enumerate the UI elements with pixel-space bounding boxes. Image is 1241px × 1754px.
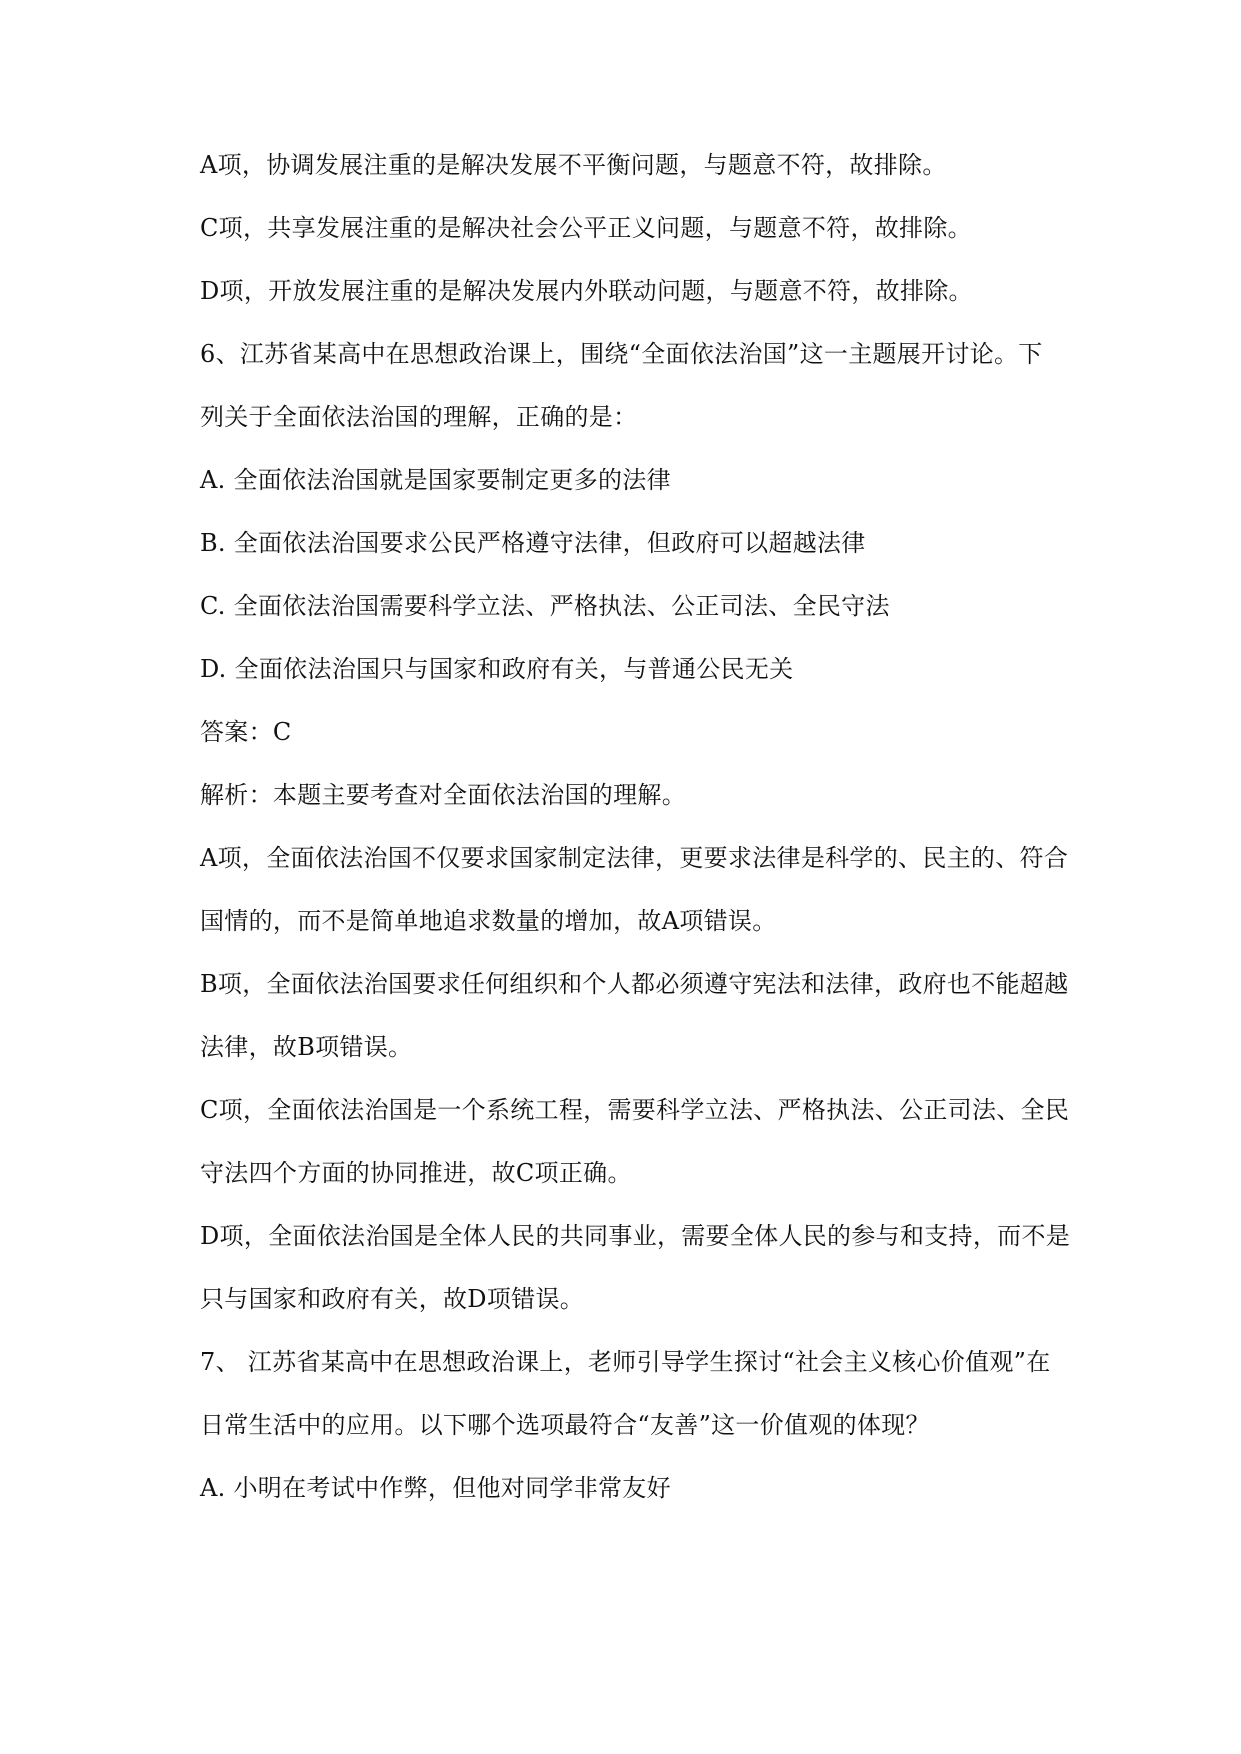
question-6-answer: 答案：C: [200, 718, 292, 746]
question-7-option-a: A. 小明在考试中作弊，但他对同学非常友好: [200, 1474, 671, 1502]
analysis-c: C项，全面依法治国是一个系统工程，需要科学立法、严格执法、公正司法、全民: [200, 1096, 1070, 1124]
analysis-b-continued: 法律，故B项错误。: [200, 1033, 413, 1061]
question-6-analysis: 解析：本题主要考查对全面依法治国的理解。: [200, 781, 686, 809]
question-7-stem: 7、 江苏省某高中在思想政治课上，老师引导学生探讨“社会主义核心价值观”在: [200, 1348, 1051, 1376]
analysis-d: D项，全面依法治国是全体人民的共同事业，需要全体人民的参与和支持，而不是: [200, 1222, 1071, 1250]
text-line-a-coordinated: A项，协调发展注重的是解决发展不平衡问题，与题意不符，故排除。: [200, 151, 947, 179]
analysis-b: B项，全面依法治国要求任何组织和个人都必须遵守宪法和法律，政府也不能超越: [200, 970, 1069, 998]
analysis-a-continued: 国情的，而不是简单地追求数量的增加，故A项错误。: [200, 907, 777, 935]
question-6-stem: 6、江苏省某高中在思想政治课上，围绕“全面依法治国”这一主题展开讨论。下: [200, 340, 1043, 368]
text-line-d-open: D项，开放发展注重的是解决发展内外联动问题，与题意不符，故排除。: [200, 277, 973, 305]
analysis-a: A项，全面依法治国不仅要求国家制定法律，更要求法律是科学的、民主的、符合: [200, 844, 1069, 872]
question-6-option-b: B. 全面依法治国要求公民严格遵守法律，但政府可以超越法律: [200, 529, 866, 557]
question-6-option-a: A. 全面依法治国就是国家要制定更多的法律: [200, 466, 671, 494]
analysis-d-continued: 只与国家和政府有关，故D项错误。: [200, 1285, 585, 1313]
question-6-stem-continued: 列关于全面依法治国的理解，正确的是：: [200, 403, 638, 431]
question-6-option-d: D. 全面依法治国只与国家和政府有关，与普通公民无关: [200, 655, 794, 683]
text-line-c-shared: C项，共享发展注重的是解决社会公平正义问题，与题意不符，故排除。: [200, 214, 972, 242]
analysis-c-continued: 守法四个方面的协同推进，故C项正确。: [200, 1159, 632, 1187]
question-7-stem-continued: 日常生活中的应用。以下哪个选项最符合“友善”这一价值观的体现？: [200, 1411, 930, 1439]
question-6-option-c: C. 全面依法治国需要科学立法、严格执法、公正司法、全民守法: [200, 592, 890, 620]
